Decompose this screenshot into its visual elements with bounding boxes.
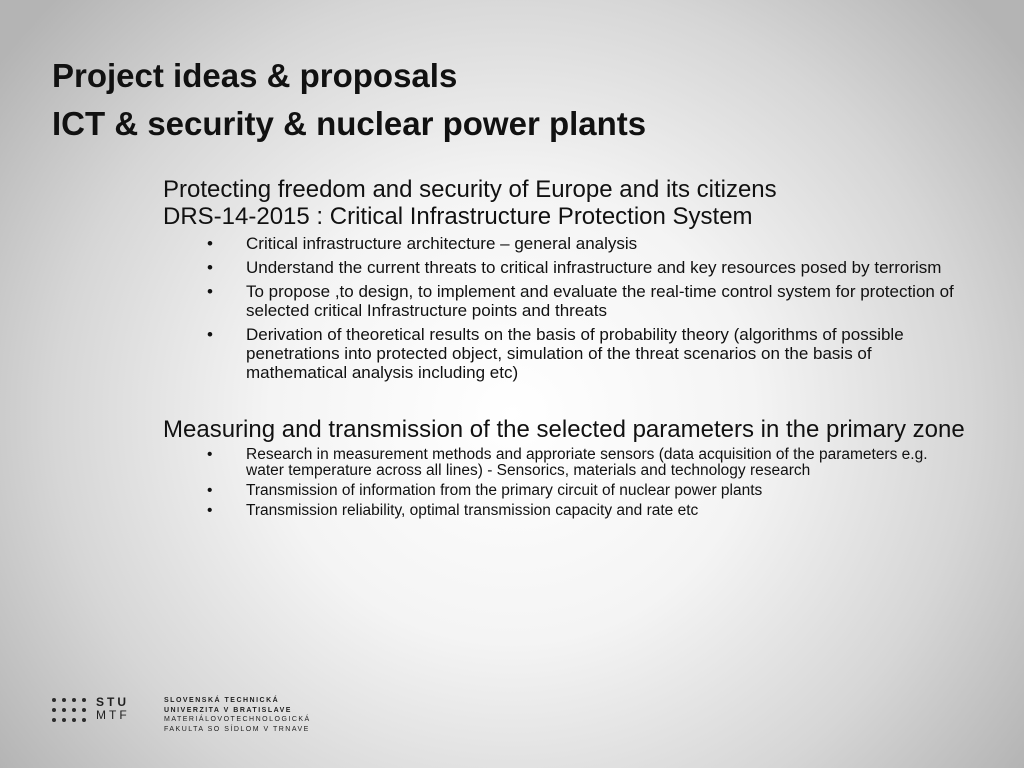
bullet-item	[163, 234, 968, 253]
bullet-dot-icon: •	[207, 234, 213, 253]
bullet-text: Derivation of theoretical results on the basis of probability theory (algorithms of possible penetrations into protected object, simulation of the threat scenarios on the basis of mathematical analysis including etc)	[246, 325, 904, 382]
bullet-text: Understand the current threats to critical infrastructure and key resources posed by terrorism	[246, 258, 942, 277]
bullet-dot-icon: •	[207, 502, 213, 519]
bullet-text: Research in measurement methods and approriate sensors (data acquisition of the parameters e.g. water temperature across all lines) - Sensorics, materials and technology research	[246, 446, 928, 479]
section-critical-infrastructure	[163, 176, 968, 382]
slide-title-line-2: ICT & security & nuclear power plants	[52, 105, 647, 142]
university-line-3: MATERIÁLOVOTECHNOLOGICKÁ	[164, 716, 311, 723]
bullet-item	[163, 447, 968, 479]
mtf-text: MTF	[96, 708, 130, 722]
stu-mtf-wordmark	[96, 696, 130, 722]
bullet-text: To propose ,to design, to implement and evaluate the real-time control system for protection of selected critical Infrastructure points and threats	[246, 282, 954, 320]
section-2-bullet-list	[163, 447, 968, 519]
university-line-2: UNIVERZITA V BRATISLAVE	[164, 706, 292, 714]
bullet-item	[163, 503, 968, 519]
section-2-heading: Measuring and transmission of the selected parameters in the primary zone	[163, 416, 965, 443]
section-1-heading	[163, 176, 968, 230]
bullet-dot-icon: •	[207, 282, 213, 301]
stu-text: STU	[96, 695, 129, 709]
bullet-item	[163, 325, 968, 382]
bullet-dot-icon: •	[207, 325, 213, 344]
stu-dots-logo-icon	[52, 698, 88, 722]
bullet-item	[163, 282, 968, 320]
bullet-text: Critical infrastructure architecture – general analysis	[246, 234, 638, 253]
slide-content	[163, 176, 968, 523]
bullet-dot-icon: •	[207, 258, 213, 277]
university-line-4: FAKULTA SO SÍDLOM V TRNAVE	[164, 725, 310, 733]
university-line-1: SLOVENSKÁ TECHNICKÁ	[164, 697, 280, 704]
section-measuring-transmission	[163, 416, 968, 519]
bullet-text: Transmission reliability, optimal transmission capacity and rate etc	[246, 502, 699, 519]
bullet-text: Transmission of information from the primary circuit of nuclear power plants	[246, 482, 763, 499]
section-1-bullet-list	[163, 234, 968, 382]
section-1-heading-line-2: DRS-14-2015 : Critical Infrastructure Protection System	[163, 203, 753, 230]
university-name	[164, 696, 311, 734]
section-1-heading-line-1: Protecting freedom and security of Europe and its citizens	[163, 176, 777, 203]
bullet-item	[163, 258, 968, 277]
bullet-dot-icon: •	[207, 482, 213, 499]
bullet-item	[163, 483, 968, 499]
slide-title	[52, 52, 646, 148]
slide-title-line-1: Project ideas & proposals	[52, 57, 458, 94]
bullet-dot-icon: •	[207, 446, 213, 463]
